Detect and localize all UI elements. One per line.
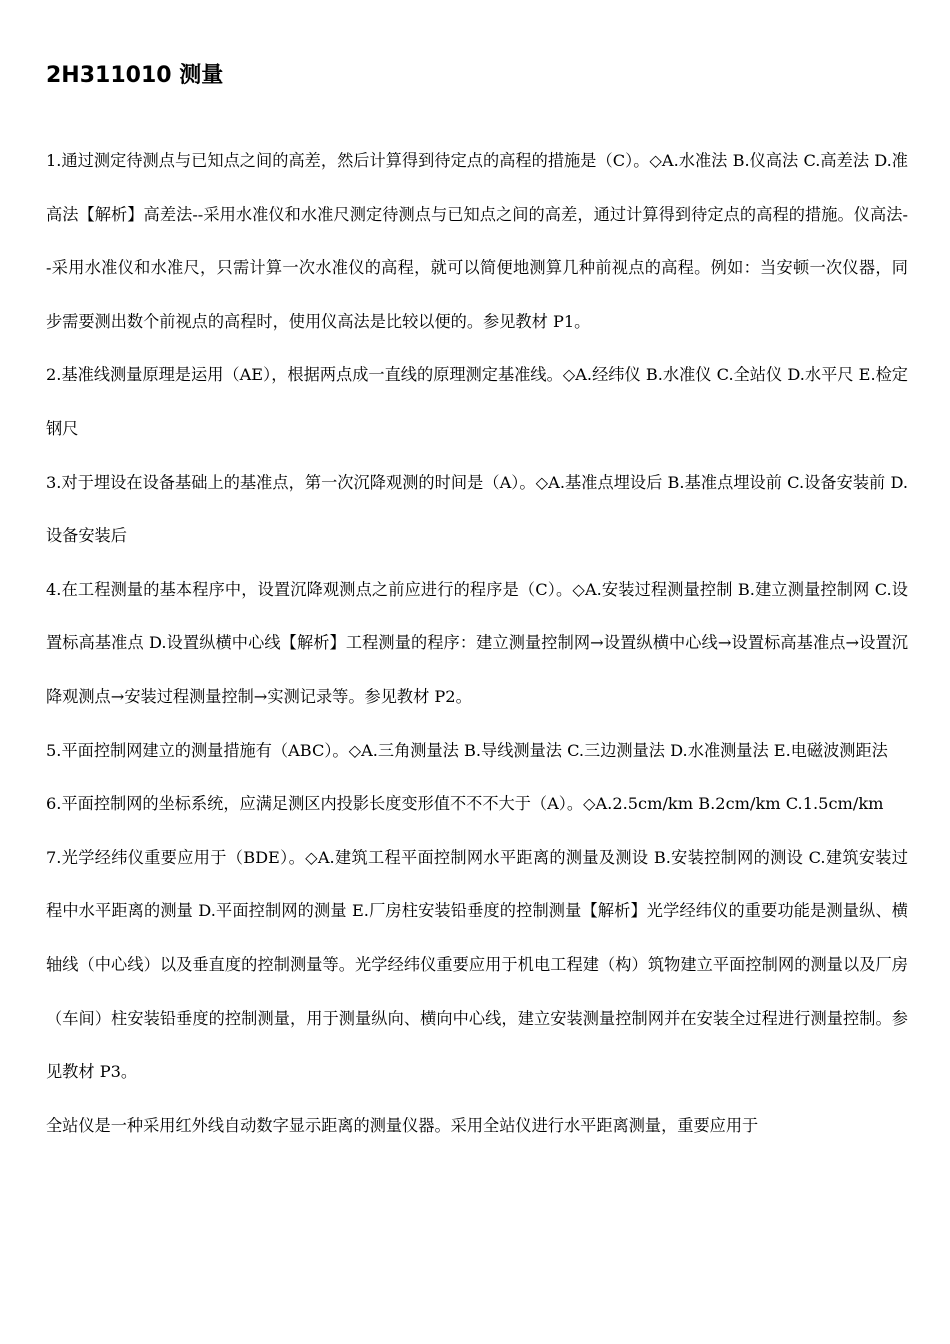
total-station-paragraph: 全站仪是一种采用红外线自动数字显示距离的测量仪器。采用全站仪进行水平距离测量，重要应用于	[46, 1115, 759, 1135]
question-4-paragraph: 4.在工程测量的基本程序中，设置沉降观测点之前应进行的程序是（C）。◇A.安装过程测量控制 B.建立测量控制网 C.设置标高基准点 D.设置纵横中心线【解析】工程测量的程序：建立测量控制网→设置纵横中心线→设置标高基准点→设置沉降观测点→安装过程测量控制→实测记录等。参见教材 P2。	[46, 579, 908, 706]
page-title: 2H311010 测量	[46, 63, 224, 88]
question-6-paragraph: 6.平面控制网的坐标系统，应满足测区内投影长度变形值不不不大于（A）。◇A.2.5cm/km B.2cm/km C.1.5cm/km	[46, 794, 884, 814]
question-1-paragraph: 1.通过测定待测点与已知点之间的高差，然后计算得到待定点的高程的措施是（C）。◇A.水准法 B.仪高法 C.高差法 D.准高法【解析】高差法--采用水准仪和水准尺测定待测点与已知点之间的高差，通过计算得到待定点的高程的措施。仪高法--采用水准仪和水准尺，只需计算一次水准仪的高程，就可以简便地测算几种前视点的高程。例如：当安顿一次仪器，同步需要测出数个前视点的高程时，使用仪高法是比较以便的。参见教材 P1。	[46, 151, 908, 331]
question-2-paragraph: 2.基准线测量原理是运用（AE），根据两点成一直线的原理测定基准线。◇A.经纬仪 B.水准仪 C.全站仪 D.水平尺 E.检定钢尺	[46, 365, 908, 438]
question-3-paragraph: 3.对于埋设在设备基础上的基准点，第一次沉降观测的时间是（A）。◇A.基准点埋设后 B.基准点埋设前 C.设备安装前 D.设备安装后	[46, 472, 908, 546]
question-7-paragraph: 7.光学经纬仪重要应用于（BDE）。◇A.建筑工程平面控制网水平距离的测量及测设 B.安装控制网的测设 C.建筑安装过程中水平距离的测量 D.平面控制网的测量 E.厂房柱安装铅垂度的控制测量【解析】光学经纬仪的重要功能是测量纵、横轴线（中心线）以及垂直度的控制测量等。光学经纬仪重要应用于机电工程建（构）筑物建立平面控制网的测量以及厂房（车间）柱安装铅垂度的控制测量，用于测量纵向、横向中心线，建立安装测量控制网并在安装全过程进行测量控制。参见教材 P3。	[46, 847, 908, 1082]
question-5-paragraph: 5.平面控制网建立的测量措施有（ABC）。◇A.三角测量法 B.导线测量法 C.三边测量法 D.水准测量法 E.电磁波测距法	[46, 740, 888, 760]
document-body	[46, 134, 908, 1152]
